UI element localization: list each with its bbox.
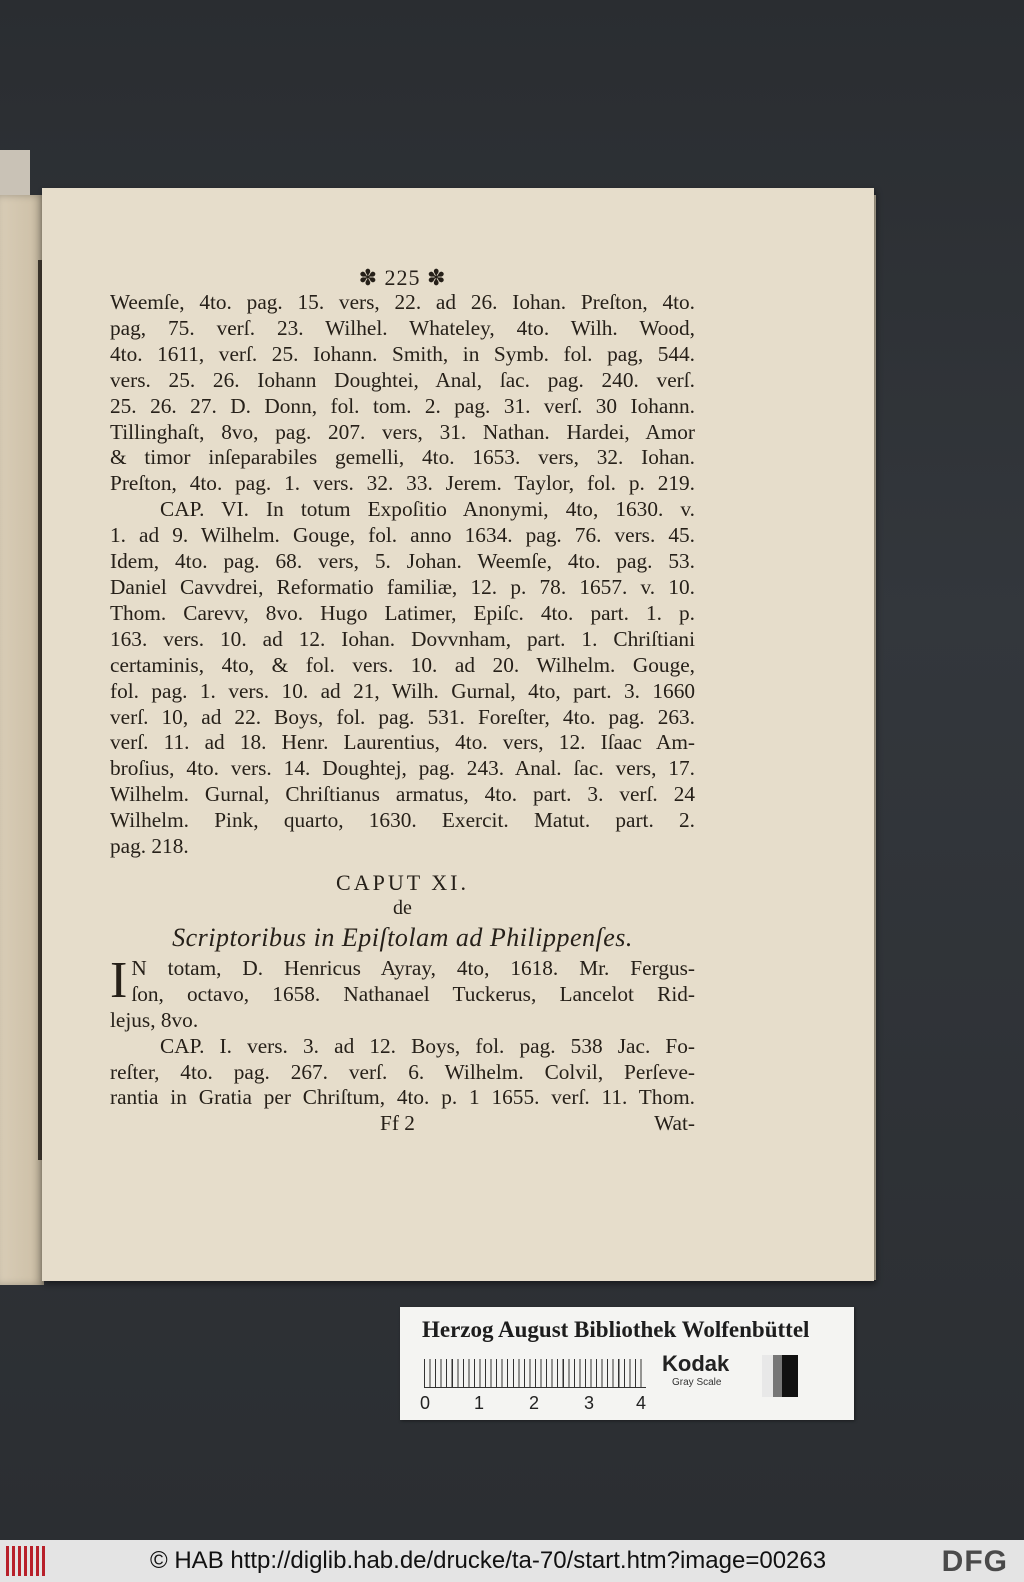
chapter-title: CAPUT XI. <box>336 869 469 895</box>
text-line: certaminis, 4to, & fol. vers. 10. ad 20. Wilhelm. Gouge, <box>110 652 695 677</box>
source-credit: © HAB http://diglib.hab.de/drucke/ta-70/start.htm?image=00263 <box>150 1547 827 1574</box>
dfg-logo: DFG <box>941 1545 1008 1578</box>
viewer-footer <box>0 1540 1024 1582</box>
text-line: rantia in Gratia per Chriſtum, 4to. p. 1 1655. verſ. 11. Thom. <box>110 1085 695 1110</box>
text-line: Preſton, 4to. pag. 1. vers. 32. 33. Jerem. Taylor, fol. p. 219. <box>110 471 695 496</box>
text-line: Wilhelm. Gurnal, Chriſtianus armatus, 4to. part. 3. verſ. 24 <box>110 782 695 807</box>
ruler-number: 0 <box>420 1393 431 1413</box>
text-line: verſ. 11. ad 18. Henr. Laurentius, 4to. vers, 12. Iſaac Am- <box>110 730 695 755</box>
text-line: CAP. VI. In totum Expoſitio Anonymi, 4to, 1630. v. <box>160 497 695 522</box>
library-label-card <box>400 1307 854 1420</box>
text-line: Weemſe, 4to. pag. 15. vers, 22. ad 26. Iohan. Preſton, 4to. <box>110 290 695 314</box>
text-line: 1. ad 9. Wilhelm. Gouge, fol. anno 1634. pag. 76. vers. 45. <box>110 523 695 548</box>
chapter-subtitle: Scriptoribus in Epiſtolam ad Philippenſes. <box>172 922 633 952</box>
text-line: broſius, 4to. vers. 14. Doughtej, pag. 243. Anal. ſac. vers, 17. <box>110 756 695 781</box>
text-line: 163. vers. 10. ad 12. Iohan. Dovvnham, part. 1. Chriſtiani <box>110 626 695 651</box>
text-line: pag. 218. <box>110 834 189 859</box>
text-line: N totam, D. Henricus Ayray, 4to, 1618. Mr. Fergus- <box>131 955 695 980</box>
page-footer <box>110 1111 695 1137</box>
scale-ruler <box>420 1359 647 1413</box>
chapter-de: de <box>393 896 412 919</box>
text-line: verſ. 10, ad 22. Boys, fol. pag. 531. Foreſter, 4to. pag. 263. <box>110 704 695 729</box>
gray-scale-swatch <box>762 1355 798 1397</box>
hab-barcode-icon <box>6 1546 46 1576</box>
page-header: ✽ 225 ✽ <box>358 265 447 290</box>
text-line: Thom. Carevv, 8vo. Hugo Latimer, Epiſc. 4to. part. 1. p. <box>110 600 695 625</box>
text-line: Idem, 4to. pag. 68. vers, 5. Johan. Weemſe, 4to. pag. 53. <box>110 549 695 574</box>
text-line: ſon, octavo, 1658. Nathanael Tuckerus, Lancelot Rid- <box>131 981 695 1006</box>
signature-mark: Ff 2 <box>380 1111 415 1136</box>
ruler-number: 1 <box>474 1393 485 1413</box>
text-line: 4to. 1611, verſ. 25. Iohann. Smith, in Symb. fol. pag, 544. <box>110 341 695 366</box>
text-line: vers. 25. 26. Iohann Doughtei, Anal, ſac. pag. 240. verſ. <box>110 367 695 392</box>
text-lines <box>110 290 695 860</box>
chapter-paragraph-lines <box>110 951 695 1111</box>
ruler-number: 4 <box>636 1393 647 1413</box>
text-line: pag, 75. verſ. 23. Wilhel. Whateley, 4to. Wilh. Wood, <box>110 315 695 340</box>
text-line: Tillinghaſt, 8vo, pag. 207. vers, 31. Nathan. Hardei, Amor <box>110 419 695 444</box>
catchword: Wat- <box>654 1111 695 1136</box>
ruler-ticks <box>424 1359 646 1388</box>
library-name: Herzog August Bibliothek Wolfenbüttel <box>422 1317 810 1342</box>
text-line: Wilhelm. Pink, quarto, 1630. Exercit. Matut. part. 2. <box>110 808 695 833</box>
ruler-number: 2 <box>529 1393 540 1413</box>
kodak-logo: Kodak <box>662 1351 730 1376</box>
text-line: Daniel Cavvdrei, Reformatio familiæ, 12. p. 78. 1657. v. 10. <box>110 574 695 599</box>
chapter-paragraph <box>110 951 695 1111</box>
ruler-number: 3 <box>584 1393 595 1413</box>
text-line: 25. 26. 27. D. Donn, fol. tom. 2. pag. 31. verſ. 30 Iohann. <box>110 393 695 418</box>
text-line: reſter, 4to. pag. 267. verſ. 6. Wilhelm. Colvil, Perſeve- <box>110 1059 695 1084</box>
text-line: & timor inſeparabiles gemelli, 4to. 1653. vers, 32. Iohan. <box>110 445 695 470</box>
text-line: lejus, 8vo. <box>110 1007 199 1032</box>
text-line: CAP. I. vers. 3. ad 12. Boys, fol. pag. 538 Jac. Fo- <box>160 1033 695 1058</box>
book-page <box>42 188 874 1281</box>
gray-scale-label: Gray Scale <box>672 1377 722 1388</box>
page-text-block <box>110 266 695 1137</box>
drop-cap: I <box>110 951 128 1009</box>
text-line: fol. pag. 1. vers. 10. ad 21, Wilh. Gurnal, 4to, part. 3. 1660 <box>110 678 695 703</box>
